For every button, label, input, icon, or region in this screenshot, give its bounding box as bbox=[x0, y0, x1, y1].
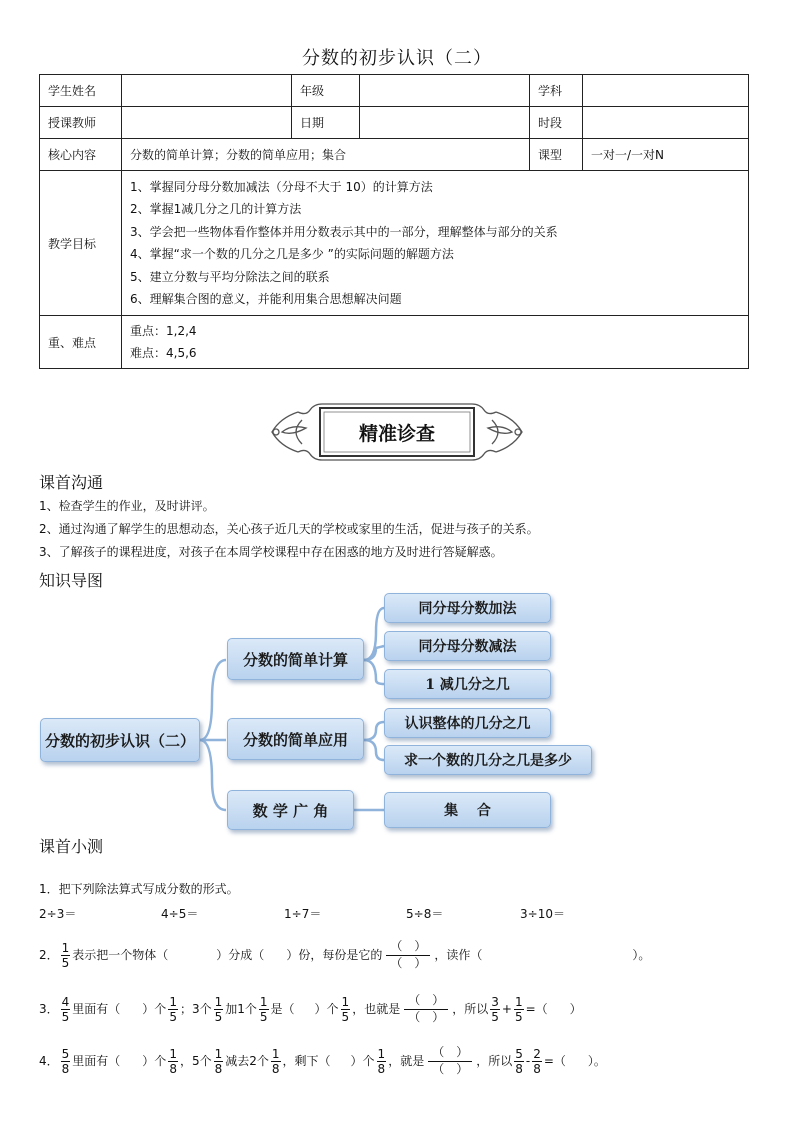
q4-text: ）个 bbox=[350, 1053, 375, 1068]
goal-item: 2、掌握1减几分之几的计算方法 bbox=[130, 202, 302, 216]
minus-sign: - bbox=[525, 1053, 531, 1068]
q2-text: ）。 bbox=[632, 947, 651, 962]
q3-text: =（ bbox=[525, 1001, 548, 1016]
q3-text: ，所以 bbox=[452, 1001, 489, 1016]
fraction-denominator: 8 bbox=[533, 1061, 541, 1076]
goal-item: 1、掌握同分母分数加减法（分母不大于 10）的计算方法 bbox=[130, 179, 433, 194]
fraction-denominator: 5 bbox=[341, 1009, 350, 1024]
fraction bbox=[514, 1048, 524, 1075]
communication-heading: 课首沟通 bbox=[39, 473, 104, 492]
fraction-numerator: 2 bbox=[533, 1046, 541, 1061]
fraction-denominator: 8 bbox=[515, 1061, 523, 1076]
question-2 bbox=[39, 940, 650, 971]
fraction-numerator: 1 bbox=[377, 1046, 386, 1061]
fraction-denominator: 8 bbox=[214, 1061, 223, 1076]
q4-text: ，5个 bbox=[179, 1053, 212, 1068]
q1-item: 2÷3＝ bbox=[39, 907, 77, 921]
fraction-numerator: 1 bbox=[61, 940, 70, 955]
q2-number: 2． bbox=[39, 947, 59, 962]
q4-text: ，就是 bbox=[388, 1053, 425, 1068]
fraction-numerator: 5 bbox=[61, 1046, 70, 1061]
q4-text: ，所以 bbox=[476, 1053, 513, 1068]
q4-text: ）个 bbox=[142, 1053, 167, 1068]
mindmap-root: 分数的初步认识（二） bbox=[40, 718, 200, 762]
fraction bbox=[214, 996, 224, 1023]
goal-item: 4、掌握“求一个数的几分之几是多少 ”的实际问题的解题方法 bbox=[130, 247, 454, 261]
q1-item: 5÷8＝ bbox=[406, 907, 444, 921]
q3-text: 是（ bbox=[270, 1001, 295, 1016]
fraction-denominator: 8 bbox=[271, 1061, 280, 1076]
fraction-numerator: 1 bbox=[169, 1046, 177, 1061]
fraction-numerator: 1 bbox=[214, 994, 223, 1009]
q3-text: ） bbox=[569, 1001, 582, 1016]
question-4 bbox=[39, 1046, 606, 1077]
q3-text: ）个 bbox=[142, 1001, 167, 1016]
mindmap-leaf: 求一个数的几分之几是多少 bbox=[384, 745, 592, 775]
page-title: 分数的初步认识（二） bbox=[302, 48, 492, 69]
q4-text: ，剩下（ bbox=[282, 1053, 331, 1068]
blank-denominator: （ ） bbox=[432, 1061, 469, 1076]
mindmap-heading: 知识导图 bbox=[39, 571, 104, 590]
fraction-denominator: 5 bbox=[259, 1009, 268, 1024]
blank-numerator: （ ） bbox=[404, 994, 448, 1010]
fraction-numerator: 4 bbox=[61, 994, 70, 1009]
fraction bbox=[61, 996, 71, 1023]
fraction bbox=[214, 1048, 224, 1075]
q3-text: ；3个 bbox=[179, 1001, 212, 1016]
q3-text: 里面有（ bbox=[72, 1001, 121, 1016]
q1-item: 3÷10＝ bbox=[520, 907, 565, 921]
q3-number: 3． bbox=[39, 1001, 59, 1016]
q4-text: 减去2个 bbox=[225, 1053, 269, 1068]
time-label: 时段 bbox=[530, 107, 583, 139]
fraction-denominator: 5 bbox=[169, 1009, 177, 1024]
core-label: 核心内容 bbox=[40, 139, 122, 171]
mindmap-leaf: 集 合 bbox=[384, 792, 551, 828]
fraction-numerator: 5 bbox=[515, 1046, 523, 1061]
fraction-denominator: 8 bbox=[377, 1061, 386, 1076]
plus-sign: + bbox=[501, 1001, 512, 1016]
communication-line: 2、通过沟通了解学生的思想动态，关心孩子近几天的学校或家里的生活，促进与孩子的关系。 bbox=[39, 522, 539, 536]
fraction bbox=[259, 996, 269, 1023]
quiz-heading: 课首小测 bbox=[39, 837, 104, 856]
q4-text: ）。 bbox=[587, 1053, 606, 1068]
fraction-numerator: 1 bbox=[271, 1046, 280, 1061]
q4-text: 里面有（ bbox=[72, 1053, 121, 1068]
grade-label: 年级 bbox=[292, 75, 360, 107]
fraction-denominator: 5 bbox=[61, 955, 70, 970]
fraction-numerator: 1 bbox=[259, 994, 268, 1009]
keys-label: 重、难点 bbox=[40, 316, 122, 369]
fraction-numerator: 1 bbox=[341, 994, 350, 1009]
goal-item: 3、学会把一些物体看作整体并用分数表示其中的一部分，理解整体与部分的关系 bbox=[130, 224, 558, 239]
fraction bbox=[377, 1048, 387, 1075]
q2-text: ）分成（ bbox=[216, 947, 265, 962]
type-value: 一对一/一对N bbox=[583, 139, 749, 171]
question-1: 1．把下列除法算式写成分数的形式。 bbox=[39, 882, 239, 896]
fraction-denominator: 8 bbox=[169, 1061, 177, 1076]
blank-denominator: （ ） bbox=[390, 955, 427, 970]
fraction-denominator: 5 bbox=[514, 1009, 523, 1024]
banner-title: 精准诊查 bbox=[358, 423, 436, 445]
answer-fraction-blank[interactable] bbox=[386, 940, 430, 971]
mindmap-leaf: 认识整体的几分之几 bbox=[384, 708, 551, 738]
mindmap-leaf: 同分母分数加法 bbox=[384, 593, 551, 623]
fraction-numerator: 1 bbox=[169, 994, 177, 1009]
fraction-denominator: 8 bbox=[61, 1061, 70, 1076]
communication-line: 3、了解孩子的课程进度，对孩子在本周学校课程中存在困惑的地方及时进行答疑解惑。 bbox=[39, 545, 503, 559]
fraction bbox=[61, 942, 71, 969]
q3-text: ，也就是 bbox=[352, 1001, 401, 1016]
fraction bbox=[532, 1048, 542, 1075]
q1-item: 4÷5＝ bbox=[161, 907, 199, 921]
question-3 bbox=[39, 994, 582, 1025]
fraction-numerator: 1 bbox=[514, 994, 523, 1009]
mindmap-branch-math-corner: 数 学 广 角 bbox=[227, 790, 354, 830]
communication-line: 1、检查学生的作业，及时讲评。 bbox=[39, 499, 215, 513]
q2-text: ，读作（ bbox=[434, 947, 483, 962]
fraction-numerator: 1 bbox=[214, 1046, 223, 1061]
mindmap-branch-application: 分数的简单应用 bbox=[227, 718, 364, 760]
q2-text: 表示把一个物体（ bbox=[72, 947, 169, 962]
q4-text: =（ bbox=[543, 1053, 566, 1068]
type-label: 课型 bbox=[530, 139, 583, 171]
subject-label: 学科 bbox=[530, 75, 583, 107]
fraction-denominator: 5 bbox=[214, 1009, 223, 1024]
key-item: 难点：4,5,6 bbox=[130, 346, 197, 360]
q1-item: 1÷7＝ bbox=[284, 907, 322, 921]
fraction bbox=[168, 1048, 178, 1075]
mindmap-leaf: 同分母分数减法 bbox=[384, 631, 551, 661]
blank-numerator: （ ） bbox=[386, 940, 430, 956]
q2-text: ）份，每份是它的 bbox=[286, 947, 383, 962]
date-label: 日期 bbox=[292, 107, 360, 139]
blank-denominator: （ ） bbox=[408, 1009, 445, 1024]
fraction bbox=[514, 996, 524, 1023]
fraction-denominator: 5 bbox=[61, 1009, 70, 1024]
q4-number: 4． bbox=[39, 1053, 59, 1068]
q3-text: ）个 bbox=[314, 1001, 339, 1016]
student-name-label: 学生姓名 bbox=[40, 75, 122, 107]
q3-text: 加1个 bbox=[225, 1001, 257, 1016]
fraction bbox=[490, 996, 500, 1023]
teacher-label: 授课教师 bbox=[40, 107, 122, 139]
answer-fraction-blank[interactable] bbox=[428, 1046, 472, 1077]
fraction bbox=[271, 1048, 281, 1075]
goals-label: 教学目标 bbox=[40, 171, 122, 316]
blank-numerator: （ ） bbox=[428, 1046, 472, 1062]
fraction bbox=[61, 1048, 71, 1075]
goal-item: 6、理解集合图的意义，并能利用集合思想解决问题 bbox=[130, 292, 402, 306]
answer-fraction-blank[interactable] bbox=[404, 994, 448, 1025]
core-value: 分数的简单计算；分数的简单应用；集合 bbox=[122, 139, 530, 171]
mindmap-branch-calculation: 分数的简单计算 bbox=[227, 638, 364, 680]
mindmap-leaf: 1 减几分之几 bbox=[384, 669, 551, 699]
fraction bbox=[168, 996, 178, 1023]
fraction bbox=[341, 996, 351, 1023]
key-item: 重点：1,2,4 bbox=[130, 324, 197, 338]
fraction-denominator: 5 bbox=[491, 1009, 499, 1024]
fraction-numerator: 3 bbox=[491, 994, 499, 1009]
goal-item: 5、建立分数与平均分除法之间的联系 bbox=[130, 269, 330, 284]
